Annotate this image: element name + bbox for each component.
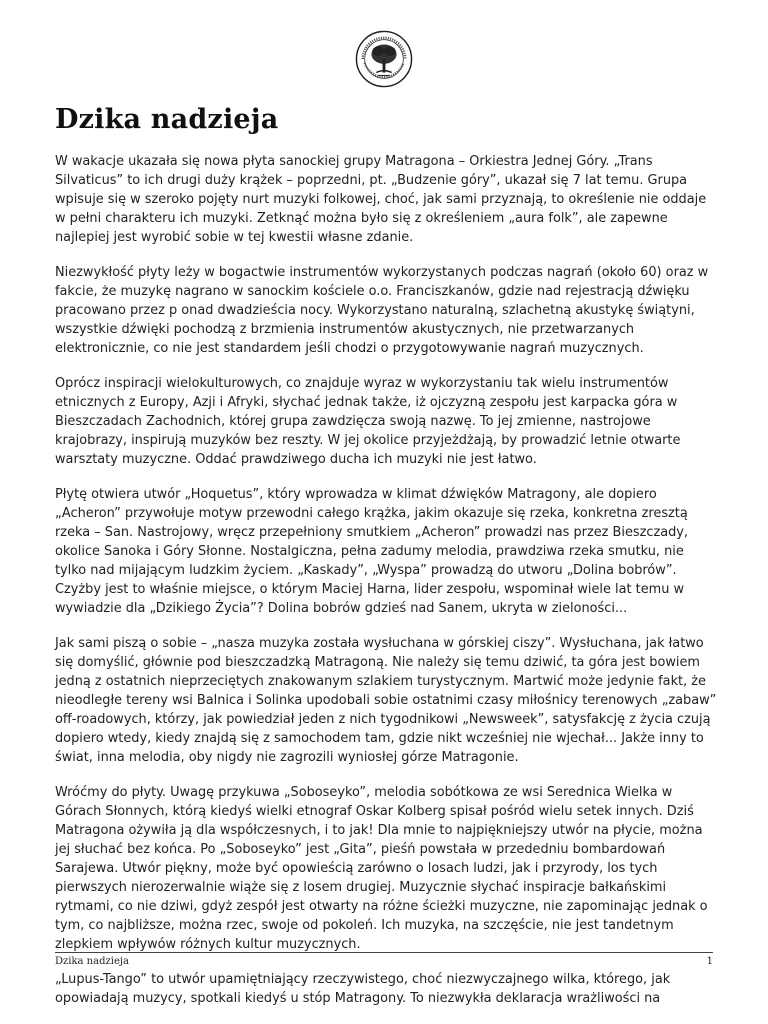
paragraph: Jak sami piszą o sobie – „nasza muzyka została wysłuchana w górskiej ciszy”. Wysłuchana, jak łatwo się domyślić, głównie pod bieszczadzką Matragoną. Nie należy się temu dziwić, ta góra jest bowiem jedną z ostatnich nieprzeciętych znakowanym szlakiem turystycznym. Martwić może jedynie fakt, że nieodległe tereny wsi Balnica i Solinka upodobali sobie ostatnimi czasy miłośnicy terenowych „zabaw” off-roadowych, którzy, jak powiedział jeden z nich tygodnikowi „Newsweek”, satysfakcję z życia czują dopiero wtedy, kiedy znajdą się z samochodem tam, gdzie nikt wcześniej nie wjechał... Jakże inny to świat, inna melodia, oby nigdy nie zagrozili wyniosłej górze Matragonie.	[55, 636, 717, 765]
paragraph: W wakacje ukazała się nowa płyta sanockiej grupy Matragona – Orkiestra Jednej Góry. „Trans Silvaticus” to ich drugi duży krążek – poprzedni, pt. „Budzenie góry”, ukazał się 7 lat temu. Grupa wpisuje się w szeroko pojęty nurt muzyki folkowej, choć, jak sami przyznają, to określenie nie oddaje w pełni charakteru ich muzyki. Zetknąć można było się z określeniem „aura folk”, ale zapewne najlepiej jest wyrobić sobie w tej kwestii własne zdanie.	[55, 154, 707, 245]
footer-title: Dzika nadzieja	[55, 956, 129, 967]
page-number: 1	[706, 956, 713, 967]
paragraph: Wróćmy do płyty. Uwagę przykuwa „Soboseyko”, melodia sobótkowa ze wsi Serednica Wielka w Górach Słonnych, którą kiedyś wielki etnograf Oskar Kolberg spisał pośród wielu setek innych. Dziś Matragona ożywiła ją dla współczesnych, i to jak! Dla mnie to najpiękniejszy utwór na płycie, można jej słuchać bez końca. Po „Soboseyko” jest „Gita”, pieśń powstała w przededniu bombardowań Sarajewa. Utwór piękny, może być opowieścią zarówno o losach ludzi, jak i przyrody, los tych pierwszych nierozerwalnie wiąże się z losem drugiej. Muzycznie słychać inspiracje bałkańskimi rytmami, co nie dziwi, gdyż zespół jest otwarty na różne ścieżki muzyczne, nie zapominając jednak o tym, co najbliższe, można rzec, swoje od pokoleń. Ich muzyka, na szczęście, nie jest tandetnym zlepkiem wpływów różnych kultur muzycznych.	[55, 785, 708, 952]
paragraph: Niezwykłość płyty leży w bogactwie instrumentów wykorzystanych podczas nagrań (około 60) oraz w fakcie, że muzykę nagrano w sanockim kościele o.o. Franciszkanów, gdzie nad rejestracją dźwięku pracowano przez p onad dwadzieścia nocy. Wykorzystano naturalną, szlachetną akustykę świątyni, wszystkie dźwięki pochodzą z brzmienia instrumentów akustycznych, nie przetwarzanych elektronicznie, co nie jest standardem jeśli chodzi o przygotowywanie nagrań muzycznych.	[55, 265, 709, 356]
tree-seal-logo	[355, 30, 413, 88]
paragraph: Oprócz inspiracji wielokulturowych, co znajduje wyraz w wykorzystaniu tak wielu instrumentów etnicznych z Europy, Azji i Afryki, słychać jednak także, iż ojczyzną zespołu jest karpacka góra w Bieszczadach Zachodnich, której grupa zawdzięcza swoją nazwę. To jej zmienne, nastrojowe krajobrazy, inspirują muzyków bez reszty. W jej okolice przyjeżdżają, by prowadzić letnie otwarte warsztaty muzyczne. Oddać prawdziwego ducha ich muzyki nie jest łatwo.	[55, 376, 681, 467]
paragraph: Płytę otwiera utwór „Hoquetus”, który wprowadza w klimat dźwięków Matragony, ale dopiero „Acheron” przywołuje motyw przewodni całego krążka, jakim okazuje się rzeka, konkretna zresztą rzeka – San. Nastrojowy, wręcz przepełniony smutkiem „Acheron” prowadzi nas przez Bieszczady, okolice Sanoka i Góry Słonne. Nostalgiczna, pełna zadumy melodia, prawdziwa rzeka smutku, nie tylko nad mijającym ludzkim życiem. „Kaskady”, „Wyspa” prowadzą do utworu „Dolina bobrów”. Czyżby jest to właśnie miejsce, o którym Maciej Harna, lider zespołu, wspominał wiele lat temu w wywiadzie dla „Dzikiego Życia”? Dolina bobrów gdzieś nad Sanem, ukryta w zieloności...	[55, 487, 689, 616]
paragraph: „Lupus-Tango” to utwór upamiętniający rzeczywistego, choć niezwyczajnego wilka, którego, jak opowiadają muzycy, spotkali kiedyś u stóp Matragony. To niezwykła deklaracja wrażliwości na	[55, 972, 671, 1006]
footer-divider	[55, 952, 713, 953]
page-title: Dzika nadzieja	[55, 104, 279, 135]
article-body	[55, 152, 717, 1024]
